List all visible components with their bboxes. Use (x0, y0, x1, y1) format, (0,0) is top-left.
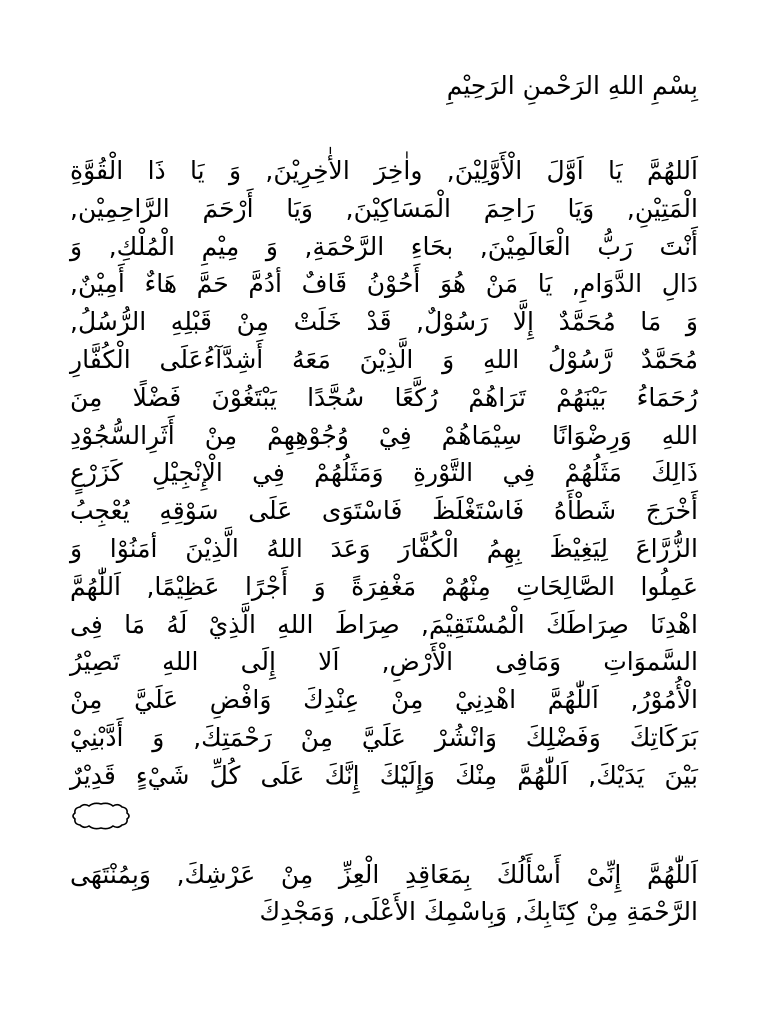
text-line: السَّموَاتِ وَمَافِى الْأَرْضِ, اَلا إِلَى اللهِ تَصِيْرُ (70, 647, 698, 677)
text-line: اللهِ وَرِضْوَانًا سِيْمَاهُمْ فِيْ وُجُوْهِهِمْ مِنْ أَثَرِالسُّجُوْدِ (70, 420, 698, 450)
prayer-paragraph-2 (70, 856, 698, 932)
text-line: مُحَمَّدٌ رَّسُوْلُ اللهِ وَ الَّذِيْنَ مَعَهُ أَشِدَّآءُعَلَى الْكُفَّارِ (70, 344, 698, 374)
text-line: رُحَمَاءُ بَيْنَهُمْ تَرَاهُمْ رُكَّعًا سُجَّدًا يَبْتَغُوْنَ فَضْلًا مِنَ (70, 382, 698, 412)
text-line: عَمِلُوا الصَّالِحَاتِ مِنْهُمْ مَغْفِرَةً وَ أَجْرًا عَظِيْمًا, اَللّٰهُمَّ (70, 571, 698, 601)
text-line: اَللّٰهُمَّ إِنِّىْ أَسْأَلُكَ بِمَعَاقِدِ الْعِزِّ مِنْ عَرْشِكَ, وَبِمُنْتَهَى (70, 859, 698, 889)
text-line: الزُّرَّاعَ لِيَغِيْظَ بِهِمُ الْكُفَّارَ وَعَدَ اللهُ الَّذِيْنَ أمَنُوْا وَ (70, 533, 698, 563)
basmala-heading: بِسْمِ اللهِ الرَحْمنِ الرَحِيْمِ (446, 71, 698, 100)
text-line: الْمَتِيْنِ, وَيَا رَاحِمَ الْمَسَاكِيْنَ, وَيَا أَرْحَمَ الرَّاحِمِيْن, (70, 193, 698, 223)
text-line: دَالِ الدَّوَامِ, يَا مَنْ هُوَ أَحُوْنُ قَافٌ أدُمَّ حَمَّ هَاءٌ أَمِيْنٌ, (70, 269, 698, 299)
text-line: بَيْنَ يَدَيْكَ, اَللّٰهُمَّ مِنْكَ وَإِلَيْكَ إِنَّكَ عَلَى كُلِّ شَيْءٍ قَدِيْرٌ (70, 760, 698, 790)
text-line: الْأُمُوْرُ, اَللّٰهُمَّ اهْدِنِيْ مِنْ عِنْدِكَ وَافْضِ عَلَيَّ مِنْ (70, 685, 698, 715)
text-line: وَ مَا مُحَمَّدٌ إِلَّا رَسُوْلٌ, قَدْ خَلَتْ مِنْ قَبْلِهِ الرُّسُلُ, (70, 307, 698, 337)
ornament-row (70, 795, 698, 835)
text-line: الرَّحْمَةِ مِنْ كِتَابِكَ, وَبِاسْمِكَ الأَعْلَى, وَمَجْدِكَ (259, 897, 698, 927)
prayer-paragraph-1 (70, 152, 698, 795)
text-line: ذَالِكَ مَثَلُهُمْ فِي التَّوْرةِ وَمَثَلُهُمْ فِي الْإِنْجِيْلِ كَزَرْعٍ (70, 458, 698, 488)
scalloped-ornament-icon (70, 801, 132, 831)
text-line: أَنْتَ رَبُّ الْعَالَمِيْنَ, بحَاءِ الرَّحْمَةِ, وَ مِيْمِ الْمُلْكِ, وَ (70, 231, 698, 261)
text-line: بَرَكَاتِكَ وَفَضْلِكَ وَانْشُرْ عَلَيَّ مِنْ رَحْمَتِكَ, وَ أَدَّبْنِيْ (70, 722, 698, 752)
text-line: اَللهُمَّ يَا اَوَّلَ الْأَوَّلِيْنَ, واٰخِرَ الأٰخِرِيْنَ, وَ يَا ذَا الْقُوَّةِ (70, 156, 698, 185)
text-line: اهْدِنَا صِرَاطَكَ الْمُسْتَقِيْمَ, صِرَاطَ اللهِ الَّذِيْ لَهُ مَا فِى (70, 609, 698, 639)
text-line: أَخْرَجَ شَطْأَهُ فَاسْتَغْلَظَ فَاسْتَوَى عَلَى سَوْقِهِ يُعْجِبُ (70, 496, 698, 526)
